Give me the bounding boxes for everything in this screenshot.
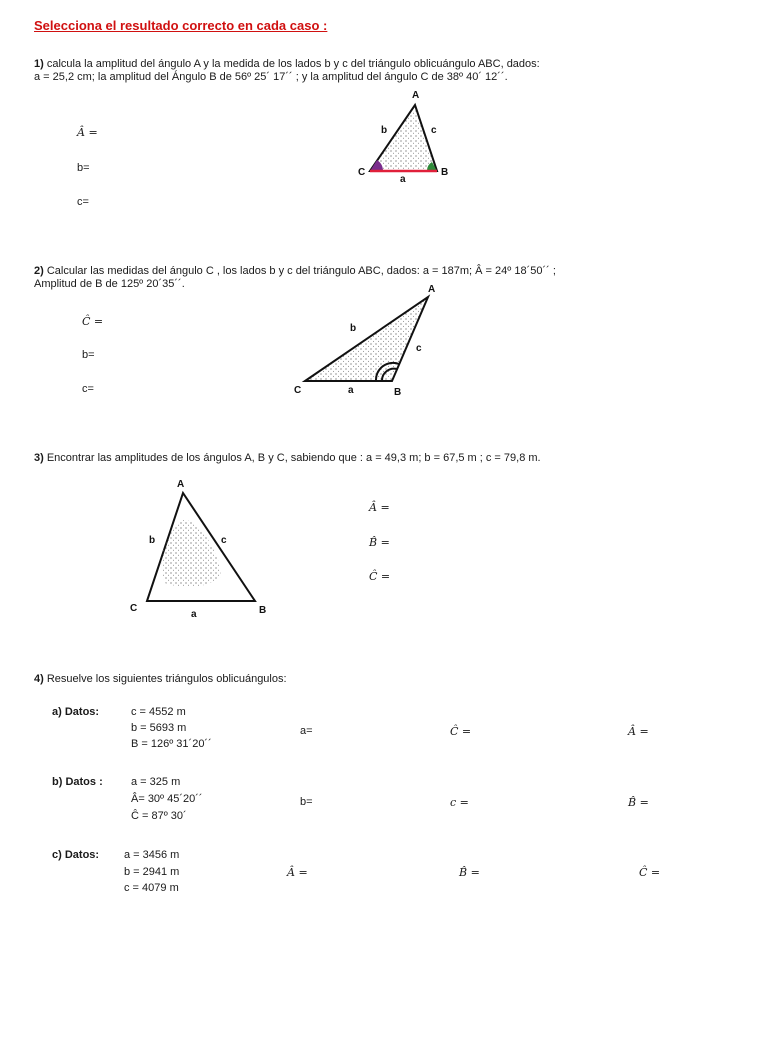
problem-3-statement: [34, 452, 541, 465]
case-b-label: [52, 776, 103, 788]
case-c-data-3: c = 4079 m: [124, 882, 179, 894]
side-a-label: a: [400, 174, 406, 185]
problem-3-answer-B: B̂ =: [369, 536, 390, 549]
vertex-B-label: B: [259, 605, 267, 616]
problem-2-statement: [34, 265, 556, 278]
problem-3-answer-C: Ĉ =: [369, 570, 391, 583]
case-a-answer-A: Â =: [628, 725, 649, 738]
problem-2-number: 2): [34, 265, 44, 277]
case-c-label: [52, 849, 99, 861]
problem-1-answer-A: Â =: [77, 126, 98, 139]
vertex-A-label: A: [412, 90, 420, 101]
triangle-1-shape: [370, 105, 437, 171]
case-a-data-2: b = 5693 m: [131, 722, 187, 734]
case-c-answer-A: Â =: [287, 866, 308, 879]
case-b-answer-B: B̂ =: [628, 796, 649, 809]
case-a-data-3: B = 126º 31´20´´: [131, 738, 212, 750]
case-b-data-3: Ĉ = 87º 30´: [131, 810, 187, 822]
problem-4-statement: [34, 673, 287, 686]
problem-1-answer-c: c=: [77, 196, 89, 208]
case-a-answer-a: a=: [300, 725, 313, 737]
problem-2-answer-C: Ĉ =: [82, 315, 104, 328]
case-a-data-1: c = 4552 m: [131, 706, 186, 718]
problem-3-triangle-figure: [125, 477, 275, 619]
side-c-label: c: [221, 535, 227, 546]
problem-1-number: 1): [34, 58, 44, 70]
problem-4-line-1: Resuelve los siguientes triángulos oblicuángulos:: [46, 673, 287, 685]
problem-3-answer-A: Â =: [369, 501, 390, 514]
problem-2-line-1: Calcular las medidas del ángulo C , los lados b y c del triángulo ABC, dados: a = 187m; Â = 24º 18´50´´ ;: [46, 265, 556, 277]
case-b-answer-c: c =: [450, 796, 469, 809]
vertex-C-label: C: [358, 167, 366, 178]
case-b-letter: b): [52, 776, 63, 788]
vertex-C-label: C: [130, 603, 138, 614]
case-c-answer-C: Ĉ =: [639, 866, 661, 879]
problem-3-number: 3): [34, 452, 44, 464]
problem-2-line-2: Amplitud de B de 125º 20´35´´.: [34, 278, 185, 290]
vertex-A-label: A: [177, 479, 185, 490]
case-a-answer-C: Ĉ =: [450, 725, 472, 738]
problem-1-triangle-figure: [355, 85, 465, 185]
case-b-data-2: Â= 30º 45´20´´: [131, 793, 203, 805]
case-b-datos: Datos :: [65, 776, 103, 788]
problem-1-answer-b: b=: [77, 162, 90, 174]
case-a-letter: a): [52, 706, 62, 718]
problem-1-line-1: calcula la amplitud del ángulo A y la medida de los lados b y c del triángulo oblicuángulo ABC, dados:: [46, 58, 540, 70]
side-c-label: c: [431, 125, 437, 136]
side-c-label: c: [416, 343, 422, 354]
side-a-label: a: [348, 385, 354, 396]
vertex-C-label: C: [294, 385, 302, 396]
case-b-answer-b: b=: [300, 796, 313, 808]
side-a-label: a: [191, 609, 197, 620]
problem-2-answer-b: b=: [82, 349, 95, 361]
case-c-answer-B: B̂ =: [459, 866, 480, 879]
vertex-B-label: B: [394, 387, 402, 398]
problem-1-statement: [34, 58, 540, 71]
vertex-B-label: B: [441, 167, 449, 178]
problem-1-line-2: a = 25,2 cm; la amplitud del Ángulo B de 56º 25´ 17´´ ; y la amplitud del ángulo C de 38º 40´ 12´´.: [34, 71, 508, 83]
page-title: Selecciona el resultado correcto en cada caso :: [34, 18, 328, 33]
problem-3-line-1: Encontrar las amplitudes de los ángulos A, B y C, sabiendo que : a = 49,3 m; b = 67,5 m ; c = 79,8 m.: [46, 452, 541, 464]
triangle-2-shape: [305, 297, 428, 381]
side-b-label: b: [381, 125, 388, 136]
case-c-data-2: b = 2941 m: [124, 866, 180, 878]
vertex-A-label: A: [428, 284, 436, 295]
case-c-datos: Datos:: [64, 849, 100, 861]
case-c-letter: c): [52, 849, 62, 861]
side-b-label: b: [149, 535, 156, 546]
case-a-label: [52, 706, 99, 718]
case-a-datos: Datos:: [64, 706, 100, 718]
case-b-data-1: a = 325 m: [131, 776, 181, 788]
problem-2-answer-c: c=: [82, 383, 94, 395]
problem-4-number: 4): [34, 673, 44, 685]
problem-2-triangle-figure: [290, 283, 440, 403]
case-c-data-1: a = 3456 m: [124, 849, 180, 861]
side-b-label: b: [350, 323, 357, 334]
